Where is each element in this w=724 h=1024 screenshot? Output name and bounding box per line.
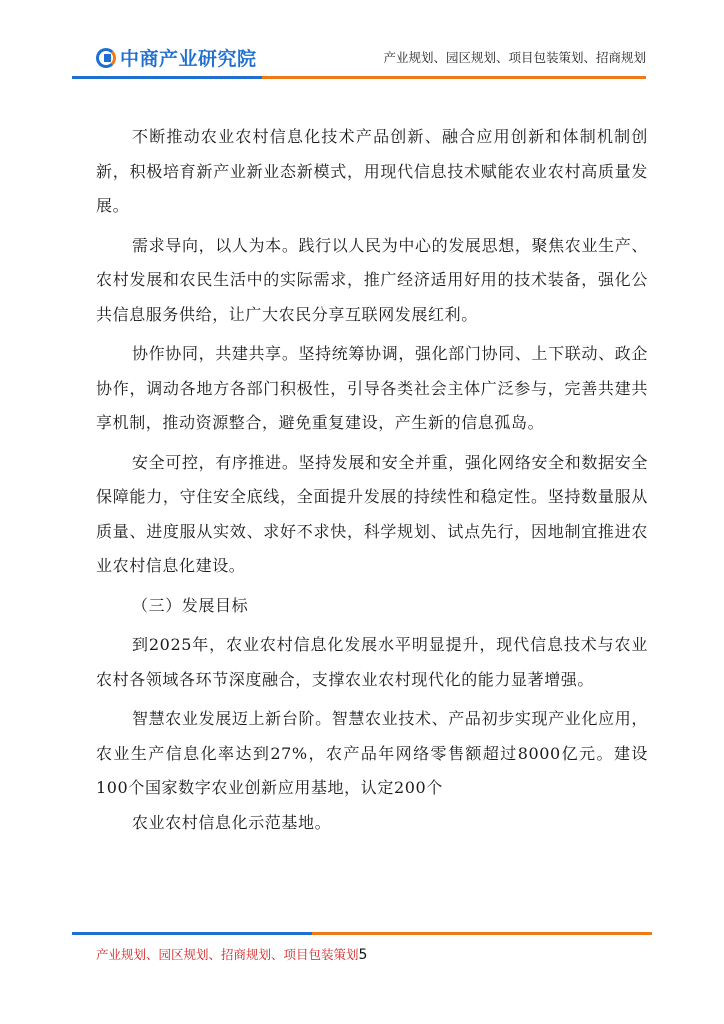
paragraph-3: 协作协同，共建共享。坚持统筹协调，强化部门协同、上下联动、政企协作，调动各地方各部门积极性，引导各类社会主体广泛参与，完善共建共享机制，推动资源整合，避免重复建设，产生新的信息孤岛。 xyxy=(96,344,648,432)
page-footer xyxy=(96,945,367,963)
paragraph-1: 不断推动农业农村信息化技术产品创新、融合应用创新和体制机制创新，积极培育新产业新业态新模式，用现代信息技术赋能农业农村高质量发展。 xyxy=(96,127,648,215)
header-rule-blue xyxy=(72,76,262,79)
header-tagline: 产业规划、园区规划、项目包装策划、招商规划 xyxy=(383,50,646,65)
footer-tagline: 产业规划、园区规划、招商规划、项目包装策划 xyxy=(96,947,359,962)
section-heading: （三）发展目标 xyxy=(132,595,249,615)
paragraph-4: 安全可控，有序推进。坚持发展和安全并重，强化网络安全和数据安全保障能力，守住安全底线，全面提升发展的持续性和稳定性。坚持数量服从质量、进度服从实效、求好不求快，科学规划、试点先行，因地制宜推进农业农村信息化建设。 xyxy=(96,452,648,575)
header-rule-orange xyxy=(262,76,646,79)
paragraph-2: 需求导向，以人为本。践行以人民为中心的发展思想，聚焦农业生产、农村发展和农民生活中的实际需求，推广经济适用好用的技术装备，强化公共信息服务供给，让广大农民分享互联网发展红利。 xyxy=(96,235,648,324)
paragraph-6: 智慧农业发展迈上新台阶。智慧农业技术、产品初步实现产业化应用，农业生产信息化率达到27%，农产品年网络零售额超过8000亿元。建设100个国家数字农业创新应用基地，认定200个 xyxy=(96,709,648,797)
footer-rule-blue xyxy=(72,932,312,935)
paragraph-5: 到2025年，农业农村信息化发展水平明显提升，现代信息技术与农业农村各领域各环节深度融合，支撑农业农村现代化的能力显著增强。 xyxy=(96,635,648,689)
page-number: 5 xyxy=(358,947,368,963)
document-body xyxy=(96,120,648,840)
logo xyxy=(96,44,257,71)
logo-text: 中商产业研究院 xyxy=(120,48,257,70)
page-header xyxy=(0,0,724,82)
logo-mark-icon xyxy=(96,48,116,68)
paragraph-7: 农业农村信息化示范基地。 xyxy=(132,812,332,832)
footer-rule-orange xyxy=(312,932,652,935)
